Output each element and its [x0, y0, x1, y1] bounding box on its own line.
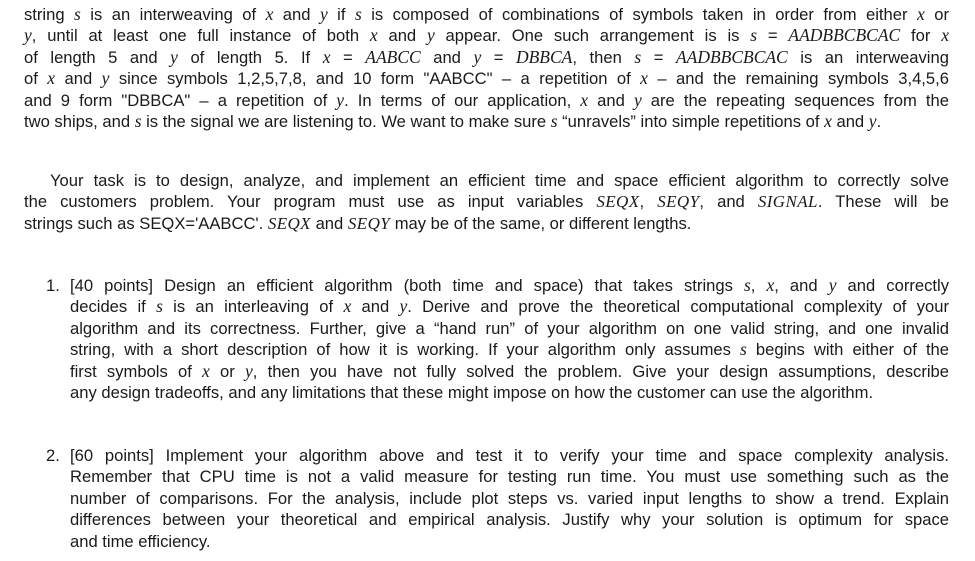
input-variable-name: SEQX — [596, 192, 640, 212]
text-run: , and — [774, 276, 829, 295]
text-run: strings such as SEQX='AABCC'. — [24, 213, 268, 233]
text-run: the customers problem. Your program must use as input variables — [24, 192, 597, 212]
text-run: since symbols 1,2,5,7,8, and 10 form "AABCC" – a repetition of — [109, 69, 641, 89]
text-run: [60 points] Implement your algorithm above and test it to verify your time and space complexity analysis. — [70, 446, 949, 465]
text-run: number of comparisons. For the analysis, include plot steps vs. varied input lengths to show a trend. Explain — [70, 488, 949, 508]
text-run: or — [924, 5, 949, 24]
math-variable: y — [336, 89, 345, 110]
text-line — [70, 466, 949, 487]
math-variable: y — [101, 68, 110, 89]
math-variable: y — [828, 275, 837, 295]
text-run: – and the remaining symbols 3,4,5,6 — [647, 69, 949, 89]
input-variable-name: SEQX — [267, 213, 311, 233]
math-variable: y — [24, 25, 32, 46]
text-run: and — [310, 213, 348, 233]
text-run: is an interleaving of — [162, 297, 344, 317]
text-run: or — [209, 361, 245, 381]
math-variable: x — [343, 296, 352, 317]
text-run: and time efficiency. — [70, 531, 211, 551]
math-variable: s — [156, 296, 163, 317]
input-variable-name: SEQY — [657, 192, 700, 212]
text-run: string, with a short description of how it is working. If your algorithm only assumes — [70, 340, 741, 360]
text-run: “unravels” into simple repetitions of — [557, 112, 825, 132]
item-text — [70, 275, 949, 403]
text-run: , and — [699, 192, 758, 212]
math-variable: x — [580, 89, 589, 110]
text-line — [24, 25, 949, 46]
math-variable: x — [941, 25, 949, 46]
text-line — [70, 531, 949, 552]
text-run: . — [876, 112, 882, 132]
math-variable: DBBCA — [515, 46, 573, 67]
math-variable: x — [265, 4, 274, 24]
text-line — [24, 213, 949, 234]
math-variable: s — [634, 46, 642, 67]
text-run: algorithm and its correctness. Further, give a “hand run” of your algorithm on one valid string, and one invalid — [70, 318, 949, 338]
math-variable: s — [740, 339, 747, 360]
text-run: , then you have not fully solved the problem. Give your design assumptions, describe — [252, 361, 950, 381]
text-run: of length 5 and — [24, 47, 171, 67]
text-run: = — [757, 26, 789, 46]
text-line — [24, 4, 949, 25]
input-variable-name: SIGNAL — [757, 192, 818, 212]
text-run: Your task is to design, analyze, and implement an efficient time and space efficient algorithm to correctly solve — [50, 171, 949, 190]
math-variable: s — [354, 4, 362, 24]
math-variable: y — [473, 46, 482, 67]
text-run: first symbols of — [70, 361, 203, 381]
math-variable: y — [170, 46, 178, 67]
math-variable: y — [633, 89, 642, 110]
item-text — [70, 445, 949, 552]
text-line — [70, 382, 949, 403]
math-variable: s — [74, 4, 81, 24]
math-variable: x — [322, 46, 331, 67]
text-run: differences between your theoretical and empirical analysis. Justify why your solution is optimum for space — [70, 510, 949, 530]
math-variable: y — [399, 296, 408, 317]
text-run: and — [55, 69, 102, 89]
text-run: , — [750, 276, 767, 295]
text-line — [70, 488, 949, 509]
text-run: = — [481, 47, 516, 67]
text-run: and — [420, 47, 474, 67]
text-run: and — [377, 26, 427, 46]
math-variable: x — [640, 68, 648, 89]
math-variable: s — [743, 275, 751, 295]
math-variable: y — [426, 25, 435, 46]
text-run: [40 points] Design an efficient algorithm (both time and space) that takes strings — [70, 276, 744, 295]
text-line — [70, 275, 949, 296]
item-number: 1. — [46, 276, 60, 295]
math-variable: x — [916, 4, 925, 24]
math-variable: x — [766, 275, 775, 295]
text-run: , — [639, 192, 658, 212]
math-variable: x — [369, 25, 378, 46]
task-description-paragraph — [24, 170, 949, 234]
interweaving-definition-paragraph — [24, 4, 949, 132]
text-line — [24, 47, 949, 68]
text-run: of — [24, 69, 48, 89]
text-run: is the signal we are listening to. We want to make sure — [141, 112, 551, 132]
text-run: appear. One such arrangement is is — [434, 26, 751, 46]
text-run: and — [273, 5, 320, 24]
text-run: , then — [572, 47, 635, 67]
text-line — [70, 339, 949, 360]
text-run: and — [351, 297, 400, 317]
text-line — [70, 445, 949, 466]
math-variable: y — [868, 111, 877, 132]
text-run: . These will be — [817, 192, 949, 212]
text-line — [70, 361, 949, 382]
text-run: of length 5. If — [177, 47, 323, 67]
text-run: string — [24, 5, 75, 24]
text-line — [24, 90, 949, 111]
text-run: = — [330, 47, 366, 67]
text-line — [70, 318, 949, 339]
text-line — [70, 296, 949, 317]
text-run: is an interweaving — [787, 47, 949, 67]
text-run: begins with either of the — [746, 340, 950, 360]
text-run: is an interweaving of — [80, 5, 266, 24]
text-run: . In terms of our application, — [344, 90, 581, 110]
text-run: and correctly — [836, 276, 949, 295]
text-run: and — [588, 90, 634, 110]
math-variable: s — [134, 111, 142, 132]
math-variable: x — [47, 68, 56, 89]
text-line — [24, 170, 949, 191]
text-line — [70, 509, 949, 530]
math-variable: AABCC — [365, 46, 421, 67]
item-number: 2. — [46, 446, 60, 465]
text-run: = — [641, 47, 676, 67]
math-variable: x — [202, 360, 210, 381]
text-run: are the repeating sequences from the — [641, 90, 949, 110]
text-line — [24, 191, 949, 212]
text-run: two ships, and — [24, 112, 135, 132]
text-run: any design tradeoffs, and any limitations that these might impose on how the customer can use the algorithm. — [70, 383, 874, 403]
text-run: and — [831, 112, 869, 132]
text-run: , until at least one full instance of both — [31, 26, 370, 46]
text-run: decides if — [70, 297, 157, 317]
text-line — [24, 68, 949, 89]
text-run: and 9 form "DBBCA" – a repetition of — [24, 90, 337, 110]
text-run: may be of the same, or different lengths. — [390, 213, 692, 233]
text-run: . Derive and prove the theoretical computational complexity of your — [407, 297, 949, 317]
text-run: Remember that CPU time is not a valid measure for testing run time. You must use something such as the — [70, 467, 949, 487]
text-run: if — [327, 5, 355, 24]
math-variable: s — [550, 111, 558, 132]
text-run: for — [900, 26, 942, 46]
input-variable-name: SEQY — [347, 213, 391, 233]
math-variable: y — [319, 4, 328, 24]
text-line — [24, 111, 949, 132]
math-variable: AADBBCBCAC — [788, 25, 901, 46]
math-variable: s — [750, 25, 758, 46]
math-variable: x — [824, 111, 832, 132]
text-run: is composed of combinations of symbols taken in order from either — [361, 5, 917, 24]
math-variable: AADBBCBCAC — [675, 46, 788, 67]
math-variable: y — [245, 360, 253, 381]
